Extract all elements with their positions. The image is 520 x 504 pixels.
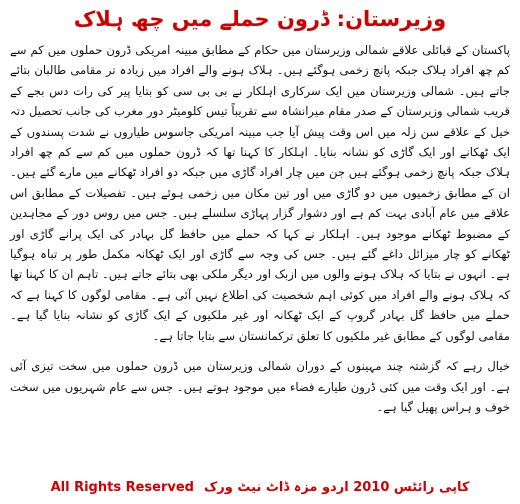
article-body [10,40,510,417]
copyright-footer [10,478,510,498]
rights-reserved-text: All Rights Reserved [50,480,194,495]
article-paragraph-1: پاکستان کے قبائلی علاقے شمالی وزیرستان میں حکام کے مطابق مبینہ امریکی ڈرون حملوں میں کم سے کم چھ افراد ہلاک جبکہ پانچ زخمی ہوگئے ہیں۔ ہلاک ہونے والے افراد میں زیادہ تر مقامی طالبان بتائے جاتے ہیں۔ شمالی وزیرستان میں ایک سرکاری اہلکار نے بی بی سی کو بتایا پیر کی رات دس بجے کے قریب شمالی وزیرستان کے صدر مقام میرانشاہ سے تقریباً تیس کلومیٹر دور مغرب کی جانب تحصیل دتہ خیل کے علاقے سن زلہ میں اس وقت پیش آیا جب مبینہ امریکی جاسوس طیاروں نے شدت پسندوں کے ایک ٹھکانے اور ایک گاڑی کو نشانہ بنایا۔ اہلکار کا کہنا تھا کہ ڈرون حملوں میں کم سے کم چھ افراد ہلاک جبکہ پانچ زخمی ہوگئے ہیں جن میں چار افراد گاڑی میں جبکہ دو افراد ٹھکانے میں مارے گئے ہیں۔ ان کے مطابق زخمیوں میں دو گاڑی میں اور تین مکان میں زخمی ہوئے ہیں۔ تفصیلات کے مطابق اس علاقے میں عام آبادی بہت کم ہے اور دشوار گزار پہاڑی سلسلے ہیں۔ جس میں روس دور کے مجاہدین کے مضبوط ٹھکانے موجود ہیں۔ اہلکار نے کہا کہ حملے میں حافظ گل بہادر کی ایک پرانے گاڑی اور ٹھکانے کو چار میزائل داغے گئے ہیں۔ جس کی وجہ سے گاڑی اور ایک ٹھکانہ مکمل طور پر تباہ ہوگیا ہے۔ انہوں نے بتایا کہ ہلاک ہونے والوں میں ازبک اور دیگر ملکی بھی بتائے جاتے ہیں۔ تاہم ان کا کہنا تھا کہ ہلاک ہونے والے افراد میں کوئی اہم شخصیت کی اطلاع نہیں آئی ہے۔ مقامی لوگوں کا کہنا ہے کہ حملے میں حافظ گل بہادر گروپ کے ایک ٹھکانہ اور غیر ملکیوں کے ایک گاڑی کو نشانہ بنایا گیا ہے۔ مقامی لوگوں کے مطابق غیر ملکیوں کا تعلق ترکمانستان سے بتایا جاتا ہے۔ [10,43,510,343]
copyright-urdu-text: کاپی رائٹس 2010 اردو مزہ ڈاٹ نیٹ ورک [203,480,470,495]
article-headline: وزیرستان: ڈرون حملے میں چھ ہلاک [73,7,447,31]
article-paragraph-2: خیال رہے کہ گزشتہ چند مہینوں کے دوران شمالی وزیرستان میں ڈرون حملوں میں سخت تیزی آئی ہے۔ اور ایک وقت میں کئی ڈرون طیارے فضاء میں موجود ہوتے ہیں۔ جس سے عام شہریوں میں سخت خوف و ہراس پھیل گیا ہے۔ [10,359,510,414]
